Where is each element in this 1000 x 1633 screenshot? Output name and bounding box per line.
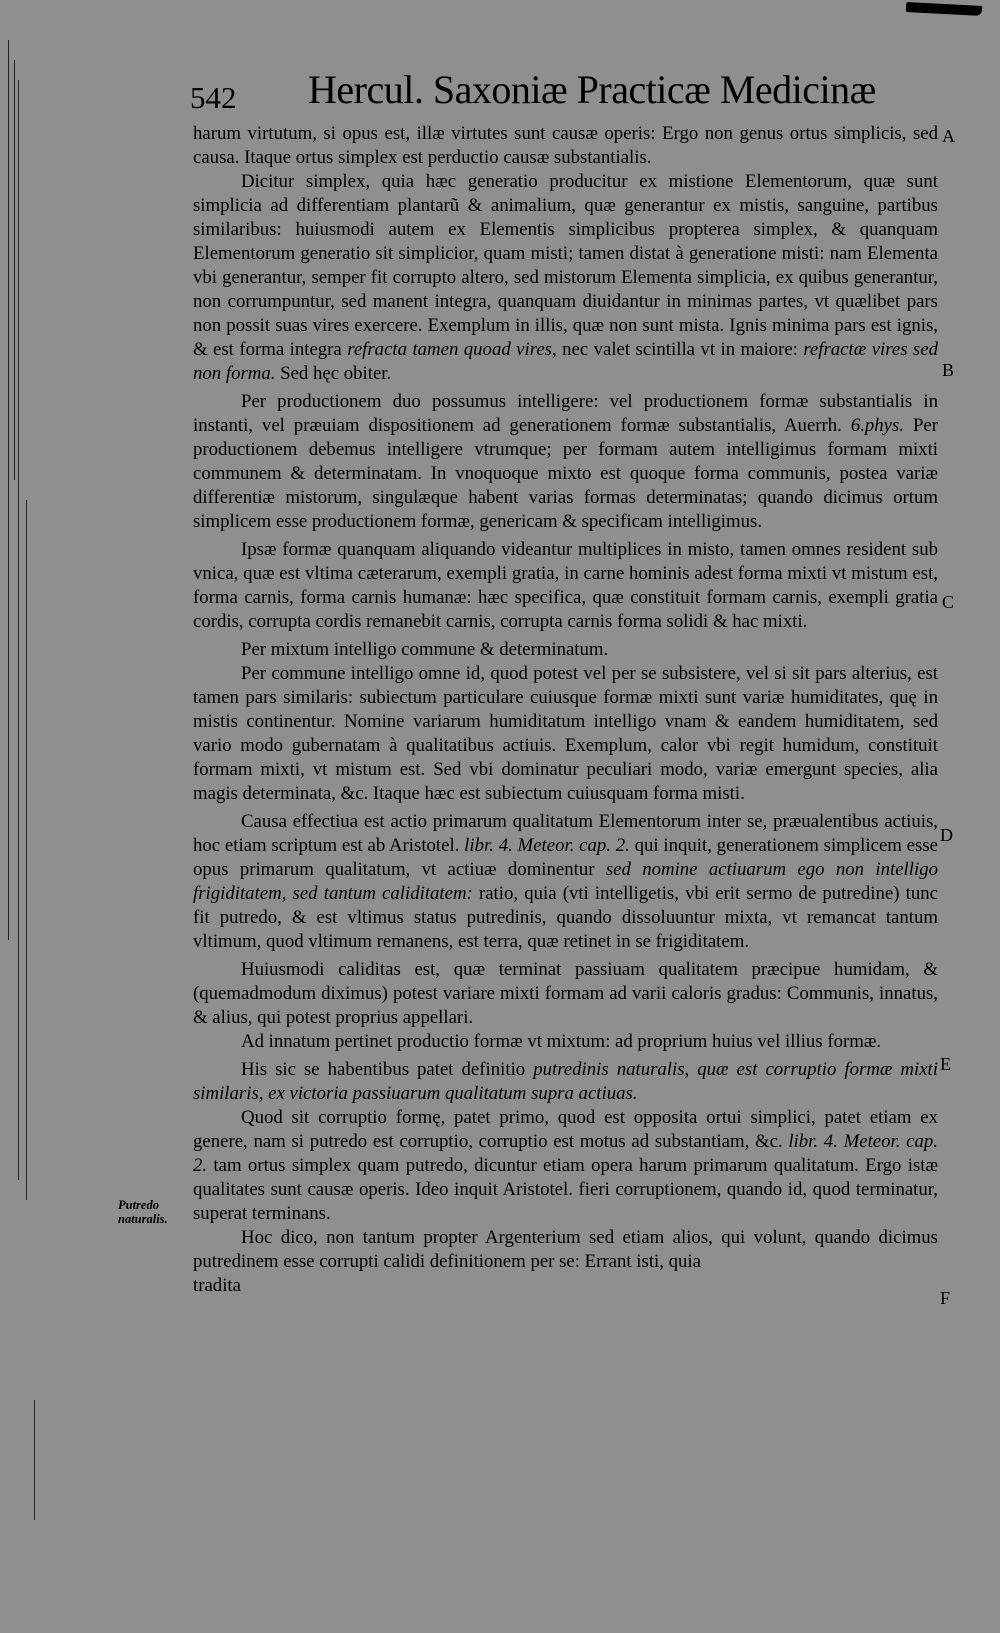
- paragraph: Dicitur simplex, quia hæc generatio producitur ex mistione Elementorum, quæ sunt simplicia ad differentiam plantarũ & animalium, quæ generantur ex mistis, sanguine, partibus similaribus: huiusmodi autem ex Elementis simplicibus propterea simplex, & quanquam Elementorum generatio sit simplicior, quam misti; tamen distat à generatione misti: nam Elementa vbi generantur, semper fit corrupto altero, sed mistorum Elementa simplicia, ex quibus generantur, non corrumpuntur, sed manent integra, quanquam diuidantur in minimas partes, vt quælibet pars non possit suas vires exercere. Exemplum in illis, quæ non sunt mista. Ignis minima pars est ignis, & est forma integra refracta tamen quoad vires, nec valet scintilla vt in maiore: refractæ vires sed non forma. Sed hęc obiter.: [193, 171, 938, 384]
- paragraph: Hoc dico, non tantum propter Argenterium sed etiam alios, qui volunt, quando dicimus putredinem esse corrupti calidi definitionem per se: Errant isti, quia: [193, 1227, 938, 1272]
- scan-corner-mark: [906, 2, 982, 16]
- body-text: [193, 122, 938, 1298]
- paragraph: Per commune intelligo omne id, quod potest vel per se subsistere, vel si sit pars alterius, est tamen pars similaris: subiectum particulare cuiusque formæ mixti sunt variæ humiditates, quę in mistis continentur. Nomine variarum humiditatum intelligo vnam & eandem humiditatem, sed vario modo gubernatam à qualitatibus actiuis. Exemplum, calor vbi regit humidum, constituit formam mixti, vt mistum est. Sed vbi dominatur peculiari modo, variæ emergunt species, alia magis determinata, &c. Itaque hæc est subiectum cuiusquam forma misti.: [193, 663, 938, 804]
- paragraph: Per mixtum intelligo commune & determinatum.: [241, 639, 609, 660]
- margin-letter-e: E: [940, 1054, 951, 1074]
- page-number: 542: [190, 80, 237, 115]
- margin-letter-d: D: [940, 825, 953, 845]
- paragraph: Ad innatum pertinet productio formæ vt mixtum: ad proprium huius vel illius formæ.: [241, 1031, 882, 1052]
- paragraph: Huiusmodi caliditas est, quæ terminat passiuam qualitatem præcipue humidam, & (quemadmodum diximus) potest variare mixti formam ad varii caloris gradus: Communis, innatus, & alius, qui potest proprius appellari.: [193, 959, 938, 1028]
- paragraph: His sic se habentibus patet definitio putredinis naturalis, quæ est corruptio formæ mixti similaris, ex victoria passiuarum qualitatum supra actiuas.: [193, 1059, 938, 1104]
- running-title: Hercul. Saxoniæ Practicæ Medicinæ: [308, 67, 876, 112]
- margin-letter-f: F: [940, 1288, 951, 1308]
- catchword: tradita: [193, 1275, 241, 1296]
- margin-letter-a: A: [942, 126, 955, 146]
- margin-letter-b: B: [942, 360, 955, 380]
- paragraph: Ipsæ formæ quanquam aliquando videantur multiplices in misto, tamen omnes resident sub vnica, quæ est vltima cæterarum, exempli gratia, in carne hominis adest forma mixti vt mistum est, forma carnis, forma carnis humanæ: hæc specifica, quæ constituit formam carnis, exempli gratia cordis, corrupta cordis remanebit carnis, corrupta carnis forma solidi & hac mixti.: [193, 539, 938, 632]
- paragraph: Quod sit corruptio formę, patet primo, quod est opposita ortui simplici, patet etiam ex genere, nam si putredo est corruptio, corruptio est motus ad substantiam, &c. libr. 4. Meteor. cap. 2. tam ortus simplex quam putredo, dicuntur etiam opera harum primarum qualitatum. Ergo istæ qualitates sunt causæ operis. Ideo inquit Aristotel. fieri corruptionem, quando id, quod terminatur, superat terminans.: [193, 1107, 938, 1224]
- page-header: [190, 66, 910, 118]
- margin-note: Putredo naturalis.: [118, 1198, 168, 1226]
- paragraph: Causa effectiua est actio primarum qualitatum Elementorum inter se, præualentibus actiuis, hoc etiam scriptum est ab Aristotel. libr. 4. Meteor. cap. 2. qui inquit, generationem simplicem esse opus primarum qualitatum, vt actiuæ dominentur sed nomine actiuarum ego non intelligo frigiditatem, sed tantum caliditatem: ratio, quia (vti intelligetis, vbi erit sermo de putredine) tunc fit putredo, & est vltimus status putredinis, quando dissoluuntur mixta, vt remancat tantum vltimum, quod vltimum remanens, est terra, quæ retinet in se frigiditatem.: [193, 811, 938, 952]
- margin-letter-c: C: [942, 592, 955, 612]
- scan-edge: [0, 0, 50, 1633]
- paragraph: harum virtutum, si opus est, illæ virtutes sunt causæ operis: Ergo non genus ortus simplicis, sed causa. Itaque ortus simplex est perductio causæ substantialis.: [193, 123, 938, 168]
- paragraph: Per productionem duo possumus intelligere: vel productionem formæ substantialis in instanti, vel præuiam dispositionem ad generationem formæ substantialis, Auerrh. 6.phys. Per productionem debemus intelligere vtrumque; per formam autem intelligimus formam mixti communem & determinatam. In vnoquoque mixto est quoque forma communis, postea variæ differentiæ mistorum, singulæque habent varias formas determinatas; quando dicimus ortum simplicem esse productionem formæ, genericam & specificam intelligimus.: [193, 391, 938, 532]
